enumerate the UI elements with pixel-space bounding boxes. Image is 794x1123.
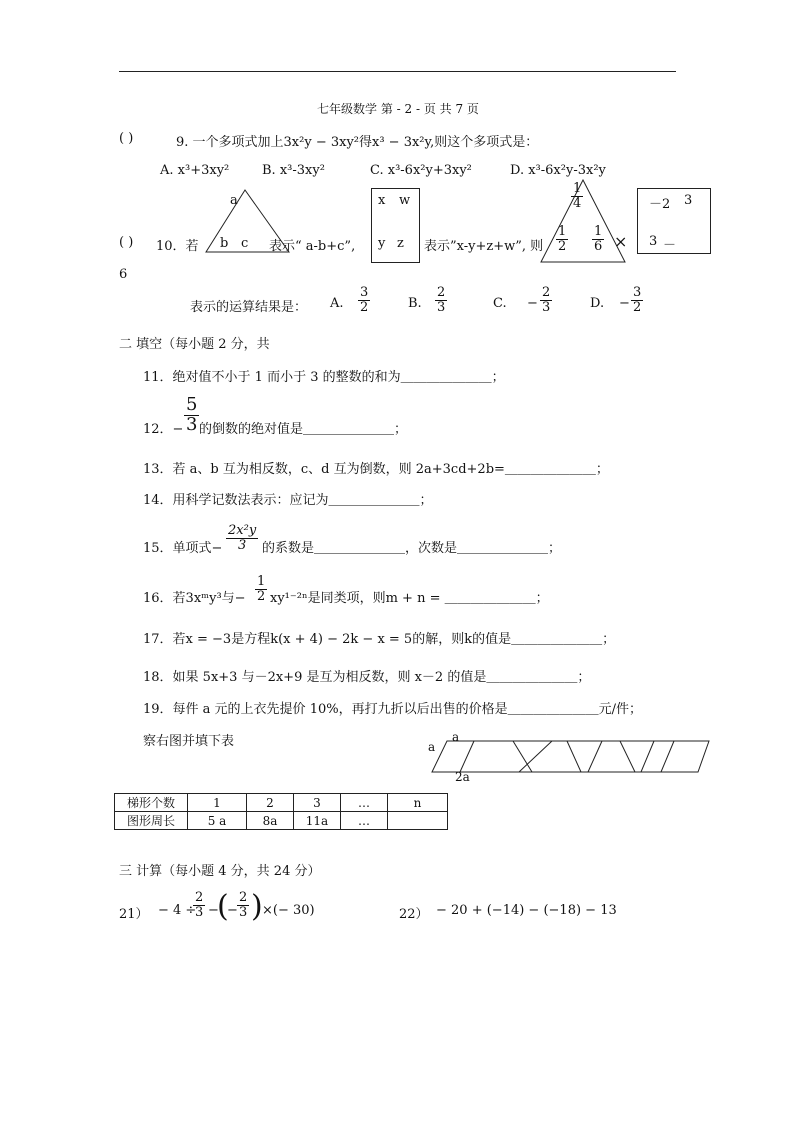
section3-title: 三 计算（每小题 4 分，共 24 分）: [119, 864, 321, 879]
q15-post: 的系数是＿＿＿＿＿＿＿，次数是＿＿＿＿＿＿＿；: [262, 541, 562, 556]
q18: 18．如果 5x+3 与－2x+9 是互为相反数，则 x－2 的值是＿＿＿＿＿＿＿；: [143, 670, 591, 685]
box-x: x: [378, 193, 386, 208]
q12-pre: 12．−: [143, 422, 184, 437]
q16-frac: $\frac{1}{2}$: [257, 574, 266, 604]
q20: 察右图并填下表: [143, 734, 235, 749]
table-cell: 5 a: [188, 812, 247, 830]
trapezoid-table: [114, 793, 448, 830]
q15-frac: $\frac{\text{2x²y}}{3}$: [228, 523, 257, 553]
times-sign: ×: [614, 232, 628, 251]
q21-lparen: (: [217, 889, 229, 924]
q22-label: 22）: [399, 907, 429, 922]
tri2-left-frac: $\frac{1}{2}$: [558, 224, 567, 254]
q10-wrap: 6: [119, 267, 128, 282]
fig-label-a-left: a: [428, 740, 436, 754]
page-header: 七年级数学 第 - 2 - 页 共 7 页: [317, 102, 479, 116]
table-cell: 图形周长: [115, 812, 188, 830]
box2-tr: 3: [684, 193, 693, 208]
table-row: [115, 794, 448, 812]
q21-inner-sign: −: [227, 903, 238, 918]
q21-rparen: ): [251, 889, 263, 924]
q21-part-e: ×(− 30): [262, 903, 315, 918]
q19: 19．每件 a 元的上衣先提价 10%，再打九折以后出售的价格是＿＿＿＿＿＿＿元/件；: [143, 702, 642, 717]
fig-label-2a: 2a: [455, 770, 470, 784]
q12-post: 的倒数的绝对值是＿＿＿＿＿＿＿；: [199, 422, 408, 437]
table-cell: 1: [188, 794, 247, 812]
q10-meaning-1: 表示“ a-b+c”,: [269, 239, 356, 254]
q16-post: xy¹⁻²ⁿ是同类项，则m + n = ＿＿＿＿＿＿＿；: [270, 591, 549, 606]
tri2-right-frac: $\frac{1}{6}$: [594, 224, 603, 254]
table-cell: 8a: [247, 812, 294, 830]
q10-result-text: 表示的运算结果是：: [190, 300, 308, 315]
box-y: y: [378, 236, 386, 251]
q9-paren: ( ): [119, 131, 134, 146]
fig-label-a-top: a: [452, 730, 460, 744]
q10-opt-a: A.: [330, 296, 344, 311]
table-row: [115, 812, 448, 830]
q17: 17．若x = −3是方程k(x + 4) − 2k − x = 5的解，则k的值是＿＿＿＿＿＿＿；: [143, 632, 616, 647]
trapezoid-figure: [428, 734, 713, 780]
q10-opt-d: D.: [590, 296, 605, 311]
q10-opt-b: B.: [408, 296, 422, 311]
q9-stem: 9. 一个多项式加上3x²y − 3xy²得x³ − 3x²y,则这个多项式是：: [176, 135, 539, 150]
q10-opt-c-frac: $\frac{2}{3}$: [542, 285, 551, 315]
q9-option-d: D. x³-6x²y-3x²y: [510, 163, 606, 178]
section2-title: 二 填空（每小题 2 分，共: [119, 337, 270, 352]
q11: 11．绝对值不小于 1 而小于 3 的整数的和为＿＿＿＿＿＿＿；: [143, 370, 505, 385]
q21-frac-2: $\frac{2}{3}$: [239, 890, 248, 920]
box2-tl: －2: [649, 197, 671, 212]
table-cell: 3: [294, 794, 341, 812]
q10-opt-d-sign: −: [619, 296, 630, 311]
table-cell: …: [341, 794, 388, 812]
box-w: w: [399, 193, 411, 208]
q10-meaning-2: 表示”x-y+z+w”, 则: [424, 239, 544, 254]
box2-bl: 3: [649, 234, 658, 249]
tri-label-c: c: [241, 236, 249, 251]
q21-label: 21）: [119, 907, 149, 922]
q10-opt-a-frac: $\frac{3}{2}$: [360, 285, 369, 315]
q10-lead: 10．若: [156, 239, 199, 254]
table-cell: n: [388, 794, 448, 812]
q12-frac: $\frac{5}{3}$: [186, 394, 198, 435]
header-rule: [119, 71, 676, 72]
box-z: z: [397, 236, 404, 251]
q10-opt-b-frac: $\frac{2}{3}$: [437, 285, 446, 315]
q9-option-a: A. x³+3xy²: [160, 163, 230, 178]
box2-br: －: [663, 238, 677, 253]
q9-option-c: C. x³-6x²y+3xy²: [370, 163, 472, 178]
q10-opt-c: C.: [493, 296, 507, 311]
tri-label-a: a: [230, 193, 238, 208]
q22-expr: − 20 + (−14) − (−18) − 13: [436, 903, 617, 918]
table-cell: 2: [247, 794, 294, 812]
table-cell: [388, 812, 448, 830]
table-cell: 梯形个数: [115, 794, 188, 812]
tri2-top-frac: $\frac{1}{4}$: [573, 181, 582, 211]
q15-pre: 15．单项式−: [143, 541, 223, 556]
q13: 13．若 a、b 互为相反数，c、d 互为倒数，则 2a+3cd+2b=＿＿＿＿＿＿＿；: [143, 462, 609, 477]
q10-opt-c-sign: −: [527, 296, 538, 311]
q14: 14．用科学记数法表示：应记为＿＿＿＿＿＿＿；: [143, 493, 433, 508]
q21-part-a: − 4 ÷: [158, 903, 197, 918]
q9-option-b: B. x³-3xy²: [262, 163, 325, 178]
q10-paren: ( ): [119, 235, 134, 250]
q16-pre: 16．若3xᵐy³与−: [143, 591, 246, 606]
table-cell: …: [341, 812, 388, 830]
q21-frac-1: $\frac{2}{3}$: [195, 890, 204, 920]
q21-minus: −: [208, 903, 219, 918]
table-cell: 11a: [294, 812, 341, 830]
q10-opt-d-frac: $\frac{3}{2}$: [633, 285, 642, 315]
tri-label-b: b: [220, 236, 229, 251]
